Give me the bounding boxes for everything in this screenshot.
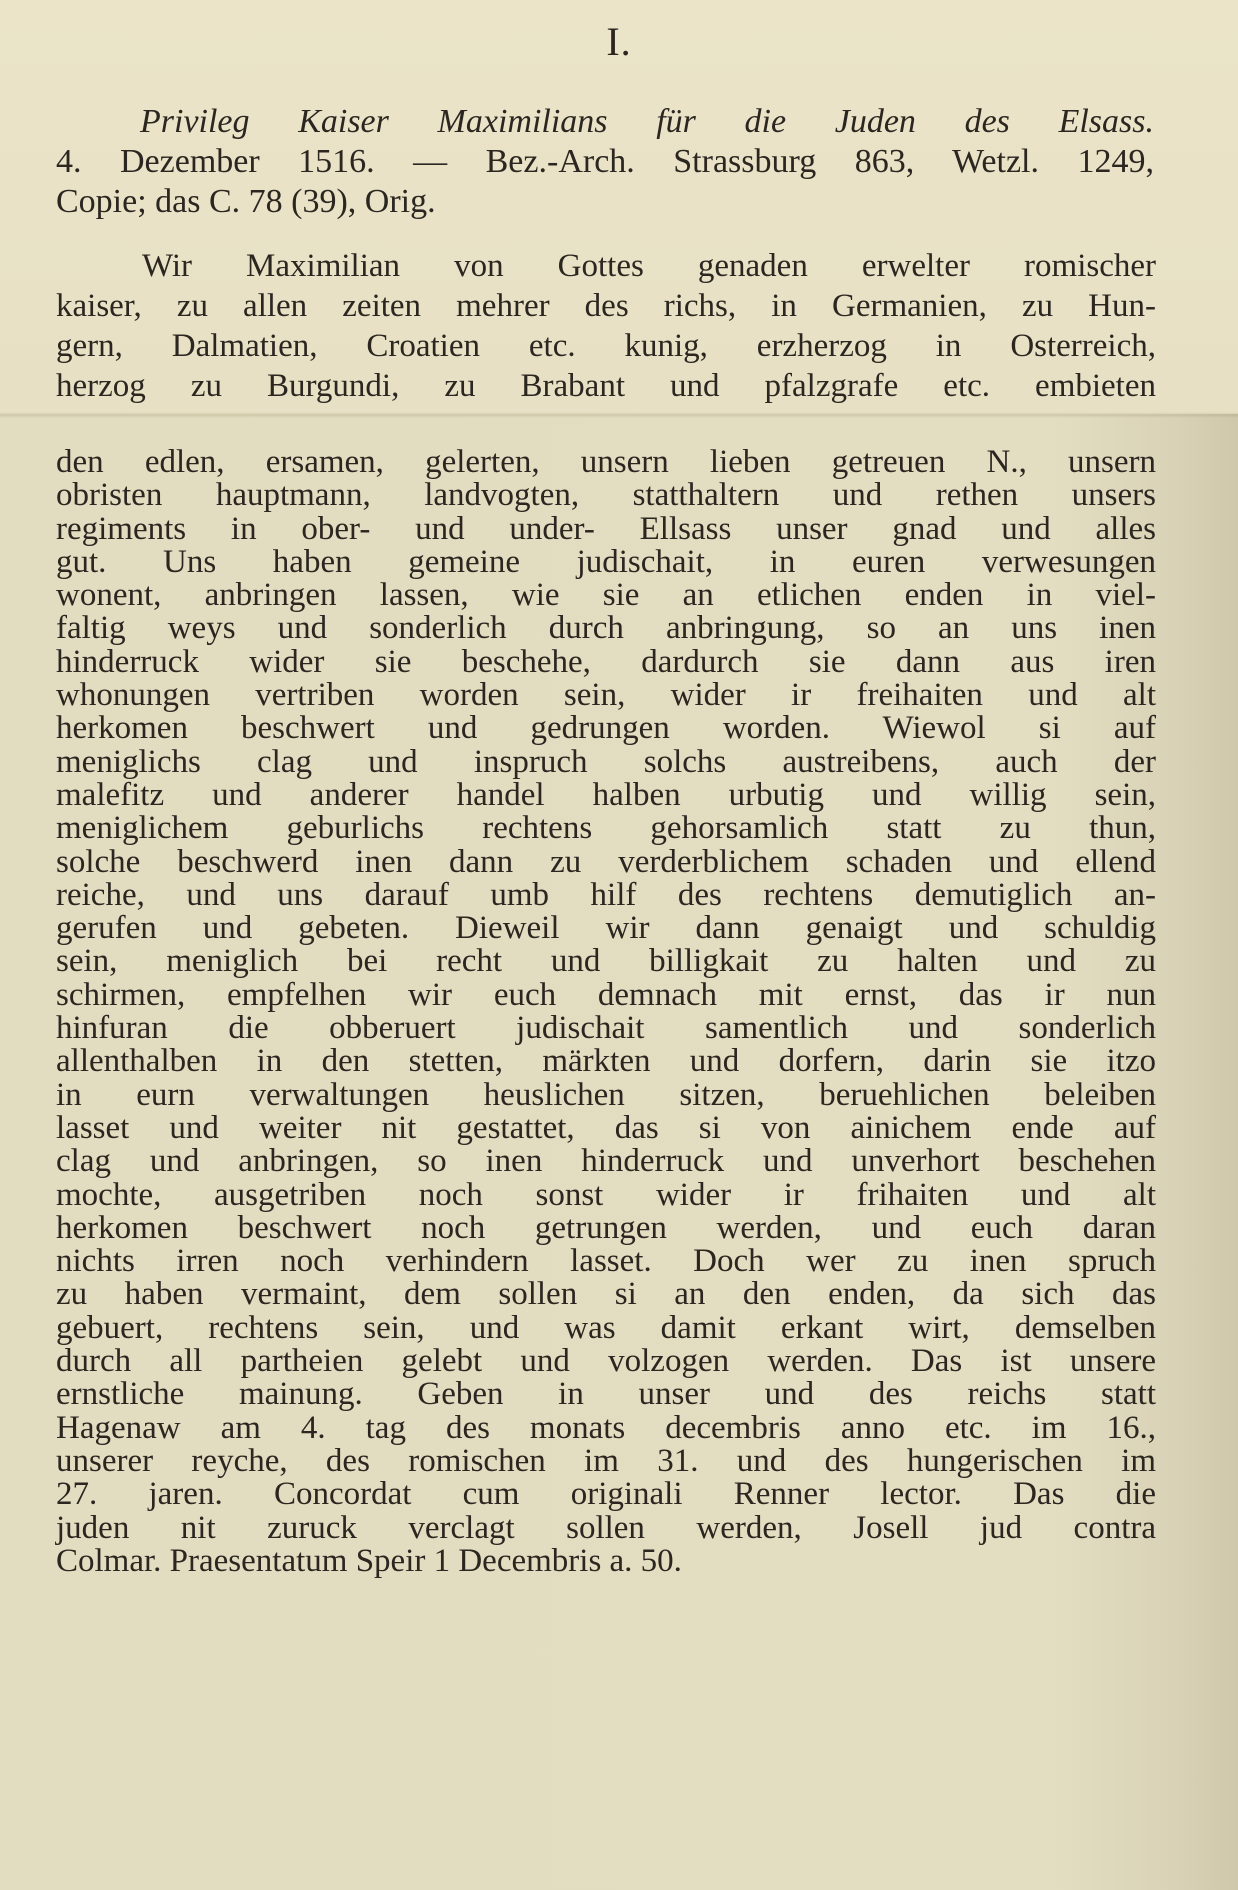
text-line: allenthalben in den stetten, märkten und dorfern, darin sie itzo [56,1043,1156,1080]
scan-seam [0,412,1238,418]
document-heading [56,102,1154,222]
text-line: solche beschwerd inen dann zu verderblichem schaden und ellend [56,843,1156,880]
text-line: juden nit zuruck verclagt sollen werden, Josell jud contra [56,1509,1156,1546]
text-line: ernstliche mainung. Geben in unser und des reichs statt [56,1376,1156,1413]
text-line: clag und anbringen, so inen hinderruck und unverhort beschehen [56,1143,1156,1180]
body-paragraph-opening [56,246,1156,406]
source-reference-line: Copie; das C. 78 (39), Orig. [56,183,436,220]
text-line: malefitz und anderer handel halben urbutig und willig sein, [56,776,1156,813]
text-line: unserer reyche, des romischen im 31. und des hungerischen im [56,1442,1156,1479]
text-line: herkomen beschwert und gedrungen worden. Wiewol si auf [56,710,1156,747]
text-line: Colmar. Praesentatum Speir 1 Decembris a. 50. [56,1542,682,1579]
text-line: schirmen, empfelhen wir euch demnach mit ernst, das ir nun [56,976,1156,1013]
text-line: reiche, und uns darauf umb hilf des rechtens demutiglich an- [56,876,1156,913]
text-line: sein, meniglich bei recht und billigkait zu halten und zu [56,943,1156,980]
text-line: obristen hauptmann, landvogten, statthaltern und rethen unsers [56,477,1156,514]
text-line: in eurn verwaltungen heuslichen sitzen, beruehlichen beleiben [56,1076,1156,1113]
text-line: zu haben vermaint, dem sollen si an den enden, da sich das [56,1276,1156,1313]
text-line: gern, Dalmatien, Croatien etc. kunig, erzherzog in Osterreich, [56,328,1156,364]
page-number: I. [606,19,632,64]
text-line: gebuert, rechtens sein, und was damit erkant wirt, demselben [56,1309,1156,1346]
text-line: herkomen beschwert noch getrungen werden, und euch daran [56,1209,1156,1246]
text-line: Hagenaw am 4. tag des monats decembris anno etc. im 16., [56,1409,1156,1446]
text-line: regiments in ober- und under- Ellsass unser gnad und alles [56,510,1156,547]
text-line: 27. jaren. Concordat cum originali Renner lector. Das die [56,1476,1156,1513]
text-line: den edlen, ersamen, gelerten, unsern lieben getreuen N., unsern [56,444,1156,480]
text-line: gerufen und gebeten. Dieweil wir dann genaigt und schuldig [56,910,1156,947]
text-line: meniglichem geburlichs rechtens gehorsamlich statt zu thun, [56,810,1156,847]
text-line: hinderruck wider sie beschehe, dardurch sie dann aus iren [56,643,1156,680]
text-line: wonent, anbringen lassen, wie sie an etlichen enden in viel- [56,577,1156,614]
text-line: Wir Maximilian von Gottes genaden erwelter romischer [142,248,1156,284]
text-line: whonungen vertriben worden sein, wider ir freihaiten und alt [56,677,1156,714]
document-title: Privileg Kaiser Maximilians für die Juden des Elsass. [140,103,1154,140]
text-line: herzog zu Burgundi, zu Brabant und pfalzgrafe etc. embieten [56,368,1156,404]
text-line: lasset und weiter nit gestattet, das si von ainichem ende auf [56,1109,1156,1146]
source-reference-line: 4. Dezember 1516. — Bez.-Arch. Strassburg 863, Wetzl. 1249, [56,143,1154,180]
text-line: nichts irren noch verhindern lasset. Doch wer zu inen spruch [56,1243,1156,1280]
text-line: durch all partheien gelebt und volzogen werden. Das ist unsere [56,1343,1156,1380]
text-line: mochte, ausgetriben noch sonst wider ir frihaiten und alt [56,1176,1156,1213]
text-line: kaiser, zu allen zeiten mehrer des richs, in Germanien, zu Hun- [56,288,1156,324]
text-line: meniglichs clag und inspruch solchs austreibens, auch der [56,743,1156,780]
body-paragraph-continuation [56,446,1156,1578]
text-line: gut. Uns haben gemeine judischait, in euren verwesungen [56,543,1156,580]
text-line: hinfuran die obberuert judischait samentlich und sonderlich [56,1010,1156,1047]
text-line: faltig weys und sonderlich durch anbringung, so an uns inen [56,610,1156,647]
